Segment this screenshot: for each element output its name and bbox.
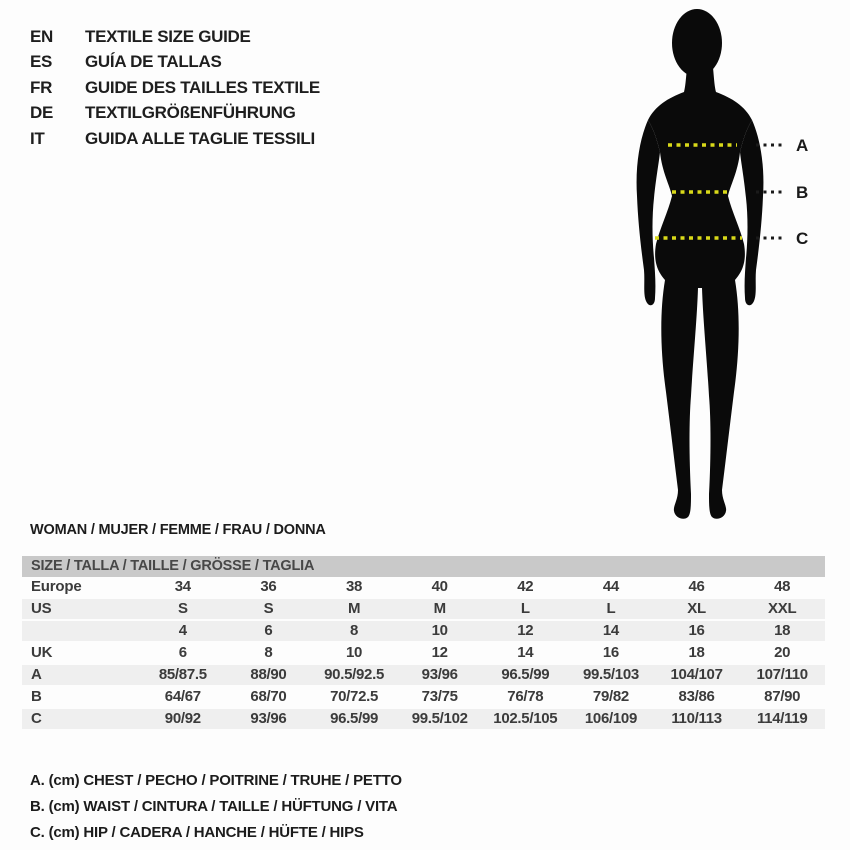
size-cell: 79/82 [592,688,629,705]
silhouette-left-arm [637,120,660,305]
row-label: UK [31,644,53,661]
size-cell: 104/107 [670,666,723,683]
row-label: Europe [31,578,82,595]
language-label: GUIDA ALLE TAGLIE TESSILI [85,128,315,148]
size-cell: 48 [774,578,791,595]
size-cell: 76/78 [507,688,544,705]
size-cell: 14 [602,622,619,639]
measure-label-b: B [796,183,809,202]
size-cell: 99.5/103 [582,666,639,683]
size-cell: 70/72.5 [330,688,379,705]
size-cell: 20 [774,644,791,661]
size-cell: 90.5/92.5 [324,666,384,683]
size-cell: 93/96 [250,710,287,727]
size-cell: L [520,600,530,617]
size-cell: 114/119 [756,710,808,727]
table-row [22,599,825,621]
size-cell: 6 [264,622,273,639]
size-cell: 38 [346,578,363,595]
size-cell: 85/87.5 [158,666,207,683]
size-cell: 42 [517,578,534,595]
size-cell: 73/75 [421,688,458,705]
language-code: IT [30,128,45,148]
size-cell: XXL [768,600,797,617]
size-cell: 93/96 [421,666,458,683]
woman-figure [585,0,825,540]
size-cell: 10 [431,622,448,639]
size-cell: 88/90 [250,666,287,683]
size-cell: 99.5/102 [411,710,468,727]
size-cell: 68/70 [250,688,287,705]
language-label: GUIDE DES TAILLES TEXTILE [85,77,320,97]
size-cell: S [263,600,274,617]
size-cell: 83/86 [678,688,715,705]
section-title: WOMAN / MUJER / FEMME / FRAU / DONNA [30,522,326,538]
language-row [30,101,320,127]
size-cell: 4 [178,622,187,639]
size-cell: XL [687,600,706,617]
language-label: GUÍA DE TALLAS [85,52,222,72]
size-cell: 107/110 [756,666,808,683]
table-row [22,577,825,599]
language-label: TEXTILE SIZE GUIDE [85,26,251,46]
size-cell: 34 [174,578,191,595]
legend-line: B. (cm) WAIST / CINTURA / TAILLE / HÜFTUNG / VITA [30,798,398,815]
size-table [22,556,825,731]
table-header: SIZE / TALLA / TAILLE / GRÖSSE / TAGLIA [22,556,825,577]
size-cell: 10 [346,644,363,661]
size-cell: 102.5/105 [493,710,558,727]
table-row [22,709,825,731]
size-cell: 18 [774,622,791,639]
row-label: A [31,666,42,683]
size-cell: 8 [264,644,273,661]
size-cell: 44 [602,578,619,595]
size-cell: 8 [350,622,359,639]
size-cell: 40 [431,578,448,595]
size-cell: 46 [688,578,705,595]
size-cell: M [347,600,361,617]
table-row [22,665,825,687]
language-code: EN [30,26,54,46]
size-cell: S [177,600,188,617]
size-cell: 18 [688,644,705,661]
language-code: FR [30,77,53,97]
measure-label-c: C [796,229,809,248]
language-row [30,50,320,76]
language-row [30,24,320,50]
table-row [22,643,825,665]
woman-silhouette-svg [585,0,825,540]
size-cell: 6 [178,644,187,661]
language-code: ES [30,52,53,72]
size-cell: 16 [688,622,705,639]
size-cell: 106/109 [584,710,637,727]
row-label: C [31,710,42,727]
table-row [22,687,825,709]
legend [30,768,402,846]
legend-line: C. (cm) HIP / CADERA / HANCHE / HÜFTE / HIPS [30,824,364,841]
language-row [30,126,320,152]
size-cell: 12 [431,644,448,661]
size-table-body [22,577,825,731]
size-cell: 87/90 [764,688,801,705]
legend-line: A. (cm) CHEST / PECHO / POITRINE / TRUHE / PETTO [30,772,402,789]
size-cell: 96.5/99 [330,710,379,727]
size-cell: 14 [517,644,534,661]
language-row [30,75,320,101]
table-row [22,621,825,643]
size-cell: L [606,600,616,617]
language-list [30,24,320,152]
silhouette-right-arm [740,120,763,305]
language-label: TEXTILGRÖßENFÜHRUNG [85,103,296,123]
row-label [22,621,140,641]
size-cell: 12 [517,622,534,639]
language-code: DE [30,103,54,123]
row-label: US [31,600,52,617]
size-cell: 16 [602,644,619,661]
size-cell: 90/92 [164,710,201,727]
size-cell: 64/67 [164,688,201,705]
size-cell: 110/113 [671,710,722,727]
row-label: B [31,688,42,705]
size-cell: M [433,600,446,617]
silhouette-body [648,58,752,519]
measure-label-a: A [796,136,809,155]
size-cell: 36 [260,578,277,595]
size-cell: 96.5/99 [501,666,550,683]
